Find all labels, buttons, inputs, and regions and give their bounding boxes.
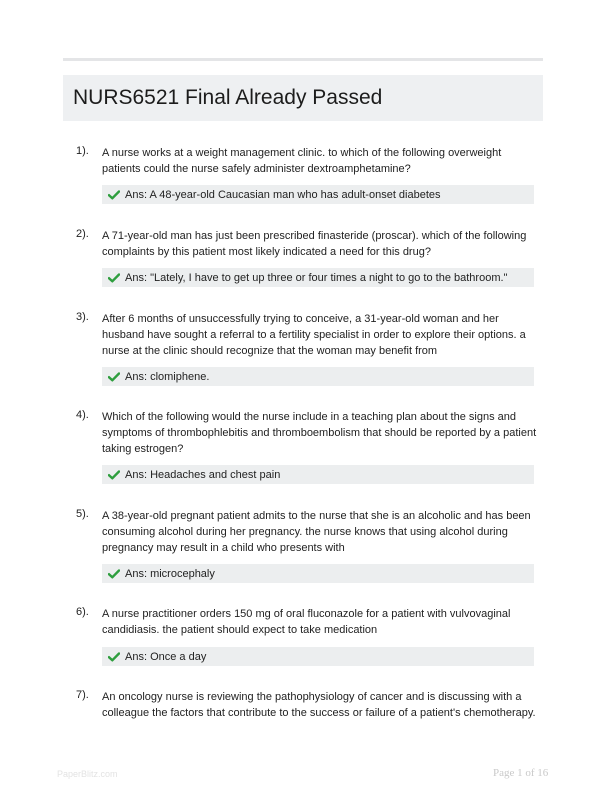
- question-text: After 6 months of unsuccessfully trying to conceive, a 31-year-old woman and her husband have sought a referral to a fertility specialist in order to explore their options. a nurse at the clinic should recognize that the woman may benefit from: [102, 313, 526, 357]
- answer-box: [102, 367, 534, 386]
- answer-box: [102, 185, 534, 204]
- answer-text: Ans: Once a day: [125, 650, 207, 663]
- answer-box: [102, 465, 534, 484]
- question-number: 6).: [76, 606, 89, 618]
- check-icon: [108, 272, 120, 284]
- question-text: A nurse practitioner orders 150 mg of oral fluconazole for a patient with vulvovaginal candidiasis. the patient should expect to take medication: [102, 608, 511, 636]
- answer-text: Ans: Headaches and chest pain: [125, 468, 281, 481]
- check-icon: [108, 469, 120, 481]
- question-text: A 71-year-old man has just been prescribed finasteride (proscar). which of the following complaints by this patient most likely indicated a need for this drug?: [102, 230, 527, 258]
- watermark-text: PaperBlitz.com: [57, 769, 118, 779]
- check-icon: [108, 568, 120, 580]
- answer-box: [102, 564, 534, 583]
- document-title: NURS6521 Final Already Passed: [73, 86, 383, 109]
- question-number: 3).: [76, 311, 89, 323]
- question-text: A 38-year-old pregnant patient admits to the nurse that she is an alcoholic and has been consuming alcohol during her pregnancy. the nurse knows that using alcohol during pregnancy may result in a child who presents with: [102, 510, 531, 554]
- question-text: An oncology nurse is reviewing the pathophysiology of cancer and is discussing with a colleague the factors that contribute to the success or failure of a patient's chemotherapy.: [102, 691, 536, 719]
- title-banner: [63, 75, 543, 121]
- question-text: A nurse works at a weight management clinic. to which of the following overweight patients could the nurse safely administer dextroamphetamine?: [102, 147, 502, 175]
- check-icon: [108, 371, 120, 383]
- answer-box: [102, 268, 534, 287]
- answer-box: [102, 647, 534, 666]
- question-number: 1).: [76, 145, 89, 157]
- answer-text: Ans: clomiphene.: [125, 370, 210, 383]
- check-icon: [108, 651, 120, 663]
- page-indicator: Page 1 of 16: [493, 767, 549, 779]
- question-text: Which of the following would the nurse include in a teaching plan about the signs and symptoms of thrombophlebitis and thromboembolism that should be reported by a patient taking estrogen?: [102, 411, 537, 455]
- question-number: 7).: [76, 689, 89, 701]
- check-icon: [108, 189, 120, 201]
- question-number: 2).: [76, 228, 89, 240]
- top-divider: [63, 58, 543, 61]
- question-number: 4).: [76, 409, 89, 421]
- answer-text: Ans: "Lately, I have to get up three or four times a night to go to the bathroom.": [125, 271, 508, 284]
- answer-text: Ans: microcephaly: [125, 567, 215, 580]
- answer-text: Ans: A 48-year-old Caucasian man who has adult-onset diabetes: [125, 188, 441, 201]
- question-number: 5).: [76, 508, 89, 520]
